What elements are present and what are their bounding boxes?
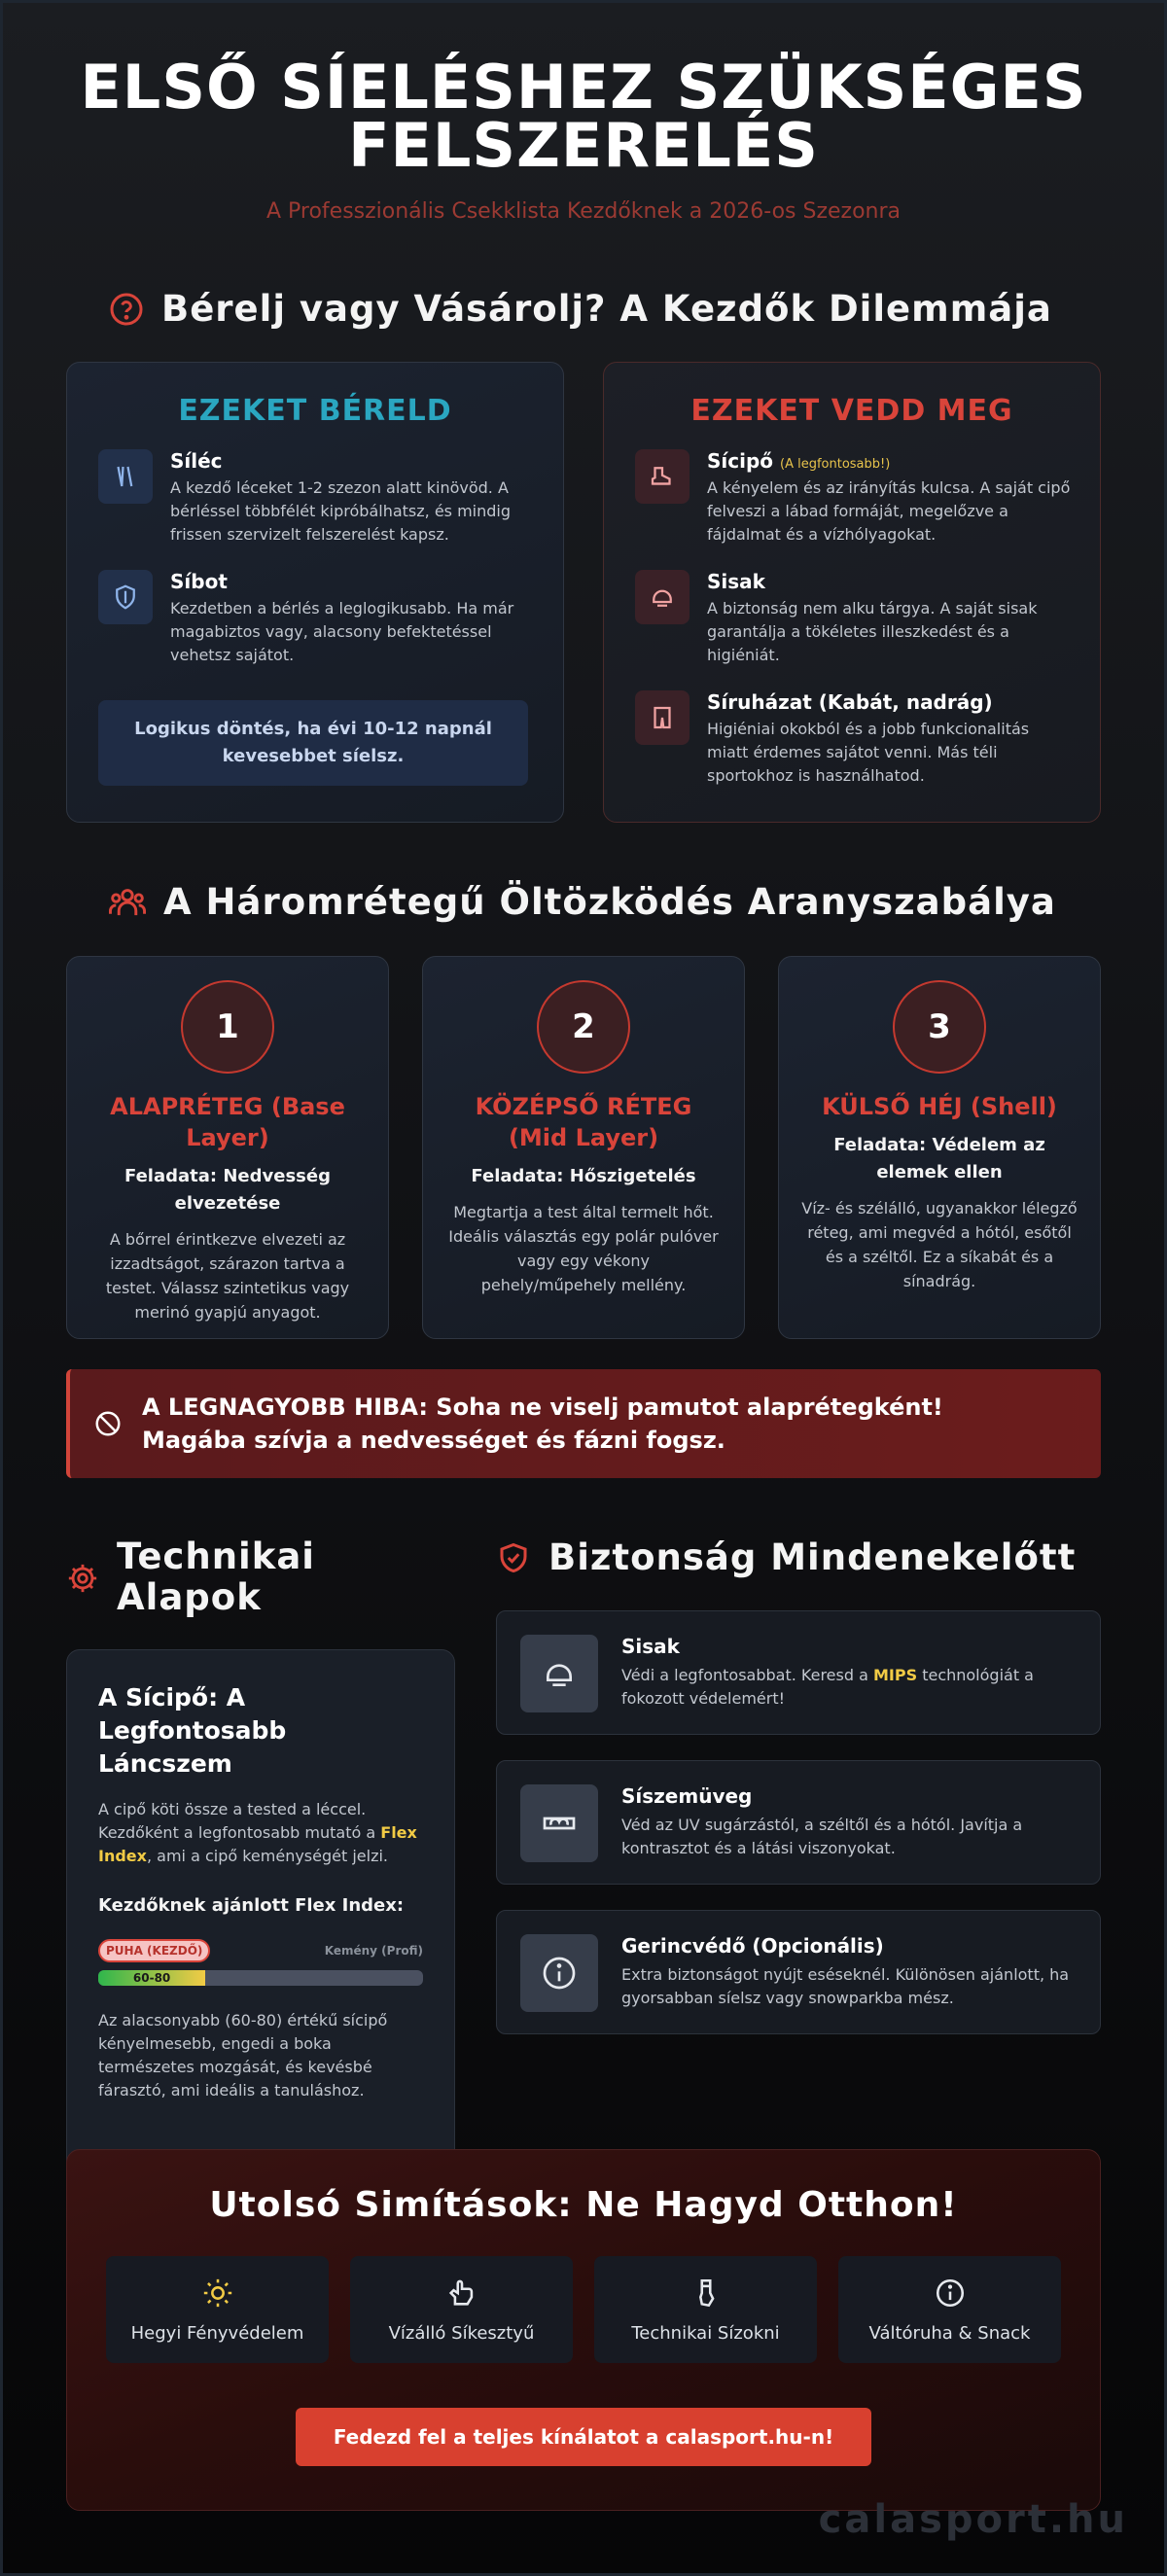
safety-item [496, 1760, 1101, 1885]
buy-item-title: Síruházat (Kabát, nadrág) [707, 690, 993, 714]
buy-card-title: EZEKET VEDD MEG [690, 394, 1013, 428]
ban-icon [93, 1409, 123, 1438]
rent-item-desc: Kezdetben a bérlés a leglogikusabb. Ha már magabiztos vagy, alacsony befektetéssel vehetsz sajátot. [170, 599, 514, 664]
shield-check-icon [496, 1540, 531, 1575]
flex-range-label: 60-80 [132, 1971, 171, 1985]
final-items [67, 2256, 1100, 2363]
final-item-label: Technikai Sízokni [631, 2322, 780, 2344]
layer-desc: Víz- és szélálló, ugyanakkor lélegző réteg, ami megvéd a hótól, esőtől és a széltől. Ez a síkabát és a sínadrág. [801, 1199, 1078, 1290]
layer-number: 2 [537, 980, 630, 1074]
warning-line-2: Magába szívja a nedvességet és fázni fogsz. [142, 1427, 725, 1454]
layers-heading-text: A Háromrétegű Öltözködés Aranyszabálya [163, 881, 1056, 923]
rent-item-title: Síléc [170, 449, 223, 473]
safety-item-desc: Extra biztonságot nyújt eséseknél. Különösen ajánlott, ha gyorsabban síelsz vagy snowparkba mész. [621, 1965, 1070, 2007]
technical-heading-line-1: Technikai [117, 1535, 315, 1577]
layer-title: KÖZÉPSŐ RÉTEG (Mid Layer) [475, 1093, 692, 1151]
rent-item-title: Síbot [170, 570, 228, 593]
mips-highlight: MIPS [872, 1666, 918, 1684]
gear-icon [66, 1562, 99, 1595]
title-line-2: FELSZERELÉS [348, 110, 819, 181]
page-subtitle: A Professzionális Csekklista Kezdőknek a 2026-os Szezonra [265, 199, 902, 224]
boot-card-title: A Sícipő: A Legfontosabb Láncszem [98, 1683, 287, 1778]
intro-text: A cipő köti össze a tested a léccel. Kezdőként a legfontosabb mutató a [98, 1800, 381, 1842]
flex-label: Kezdőknek ajánlott Flex Index: [98, 1895, 405, 1916]
layer-card [778, 956, 1101, 1339]
rent-item-desc: A kezdő léceket 1-2 szezon alatt kinövöd. A bérléssel többfélét kipróbálhatsz, és mindig frissen szervizelt felszerelést kapsz. [170, 478, 512, 544]
buy-item-desc: A kényelem és az irányítás kulcsa. A saját cipő felveszi a lábad formáját, megelőzve a fájdalmat és a vízhólyagokat. [707, 478, 1071, 544]
rent-item [98, 570, 534, 667]
buy-item [635, 449, 1071, 547]
skis-icon [98, 449, 153, 504]
helmet-icon [635, 570, 690, 624]
section-heading-layers [109, 881, 1056, 923]
buy-item-title [707, 449, 1071, 473]
layer-task: Feladata: Védelem az elemek ellen [833, 1135, 1045, 1182]
final-item [106, 2256, 329, 2363]
clothing-icon [635, 690, 690, 745]
buy-item-title-text: Sícipő [707, 449, 774, 473]
buy-card [603, 362, 1101, 823]
rent-card-title: EZEKET BÉRELD [178, 394, 452, 428]
glove-icon [445, 2276, 478, 2310]
rent-note: Logikus döntés, ha évi 10-12 napnál kevesebbet síelsz. [98, 700, 528, 786]
safety-desc-text-end: technológiát a fokozott védelemért! [621, 1666, 1034, 1708]
watermark: calasport.hu [818, 2497, 1128, 2542]
users-icon [109, 886, 146, 919]
safety-item-title: Gerincvédő (Opcionális) [621, 1934, 884, 1958]
pole-shield-icon [98, 570, 153, 624]
safety-desc-text: Védi a legfontosabbat. Keresd a [621, 1666, 873, 1684]
safety-item-title: Sisak [621, 1635, 680, 1658]
layer-task: Feladata: Hőszigetelés [471, 1166, 696, 1186]
warning-banner [66, 1369, 1101, 1478]
layer-card [422, 956, 745, 1339]
safety-item [496, 1610, 1101, 1735]
flex-fill [98, 1970, 205, 1986]
helmet-icon [520, 1635, 598, 1712]
rent-item [98, 449, 534, 547]
section-heading-rent-buy [109, 288, 1052, 330]
final-item [350, 2256, 573, 2363]
layer-number: 3 [893, 980, 986, 1074]
final-item-label: Vízálló Síkesztyű [388, 2322, 535, 2344]
final-item [594, 2256, 817, 2363]
sock-icon [690, 2276, 723, 2310]
safety-item-desc [621, 1664, 1077, 1711]
flex-badge: PUHA (KEZDŐ) [98, 1939, 210, 1962]
intro-text-end: , ami a cipő keménységét jelzi. [146, 1847, 389, 1865]
boot-card-outro: Az alacsonyabb (60-80) értékű sícipő kényelmesebb, engedi a boka természetes mozgását, és kevésbé fárasztó, ami ideális a tanuláshoz. [98, 2011, 388, 2100]
buy-item [635, 570, 1071, 667]
buy-item [635, 690, 1071, 788]
info-icon [934, 2276, 967, 2310]
info-icon [520, 1934, 598, 2012]
final-item [838, 2256, 1061, 2363]
layer-desc: Megtartja a test által termelt hőt. Ideális választás egy polár pulóver vagy egy vékony pehely/műpehely mellény. [448, 1203, 719, 1294]
flex-index-highlight: Flex Index [98, 1823, 417, 1865]
warning-text [142, 1391, 943, 1457]
buy-item-desc: A biztonság nem alku tárgya. A saját sisak garantálja a tökéletes illeszkedést és a higiéniát. [707, 599, 1038, 664]
boot-card-intro [98, 1798, 423, 1868]
safety-item-desc: Véd az UV sugárzástól, a széltől és a hótól. Javítja a kontrasztot és a látási viszonyokat. [621, 1816, 1023, 1857]
title-line-1: ELSŐ SÍELÉSHEZ SZÜKSÉGES [80, 52, 1087, 123]
rent-card [66, 362, 564, 823]
rent-buy-heading-text: Bérelj vagy Vásárolj? A Kezdők Dilemmája [161, 288, 1052, 330]
layer-card [66, 956, 389, 1339]
section-heading-safety [496, 1536, 1076, 1578]
layer-title: ALAPRÉTEG (Base Layer) [110, 1093, 345, 1151]
boot-icon [635, 449, 690, 504]
layer-desc: A bőrrel érintkezve elvezeti az izzadtságot, szárazon tartva a testet. Válassz szintetikus vagy merinó gyapjú anyagot. [105, 1230, 350, 1322]
final-item-label: Hegyi Fényvédelem [130, 2322, 304, 2344]
layer-title: KÜLSŐ HÉJ (Shell) [822, 1093, 1057, 1120]
buy-item-title: Sisak [707, 570, 765, 593]
safety-item-title: Síszemüveg [621, 1784, 753, 1808]
buy-item-tag: (A legfontosabb!) [780, 457, 891, 472]
flex-right-label: Kemény (Profi) [324, 1944, 423, 1958]
goggles-icon [520, 1784, 598, 1862]
technical-heading-line-2: Alapok [117, 1576, 262, 1618]
boot-card [66, 1649, 455, 2196]
sun-icon [201, 2276, 234, 2310]
layer-number: 1 [181, 980, 274, 1074]
final-heading: Utolsó Simítások: Ne Hagyd Otthon! [209, 2185, 958, 2225]
warning-line-1: A LEGNAGYOBB HIBA: Soha ne viselj pamutot alaprétegként! [142, 1394, 943, 1421]
safety-heading-text: Biztonság Mindenekelőtt [548, 1536, 1077, 1578]
layer-task: Feladata: Nedvesség elvezetése [124, 1166, 331, 1214]
safety-item [496, 1910, 1101, 2034]
buy-item-desc: Higiéniai okokból és a jobb funkcionalitás miatt érdemes sajátot venni. Más téli sportokhoz is használhatod. [707, 720, 1030, 785]
final-section [66, 2149, 1101, 2511]
final-item-label: Váltóruha & Snack [868, 2322, 1031, 2344]
flex-scale [98, 1970, 423, 1986]
cta-button[interactable]: Fedezd fel a teljes kínálatot a calasport.hu-n! [296, 2408, 871, 2466]
page-title [0, 52, 1167, 181]
question-circle-icon [109, 292, 144, 327]
section-heading-technical [66, 1536, 315, 1618]
